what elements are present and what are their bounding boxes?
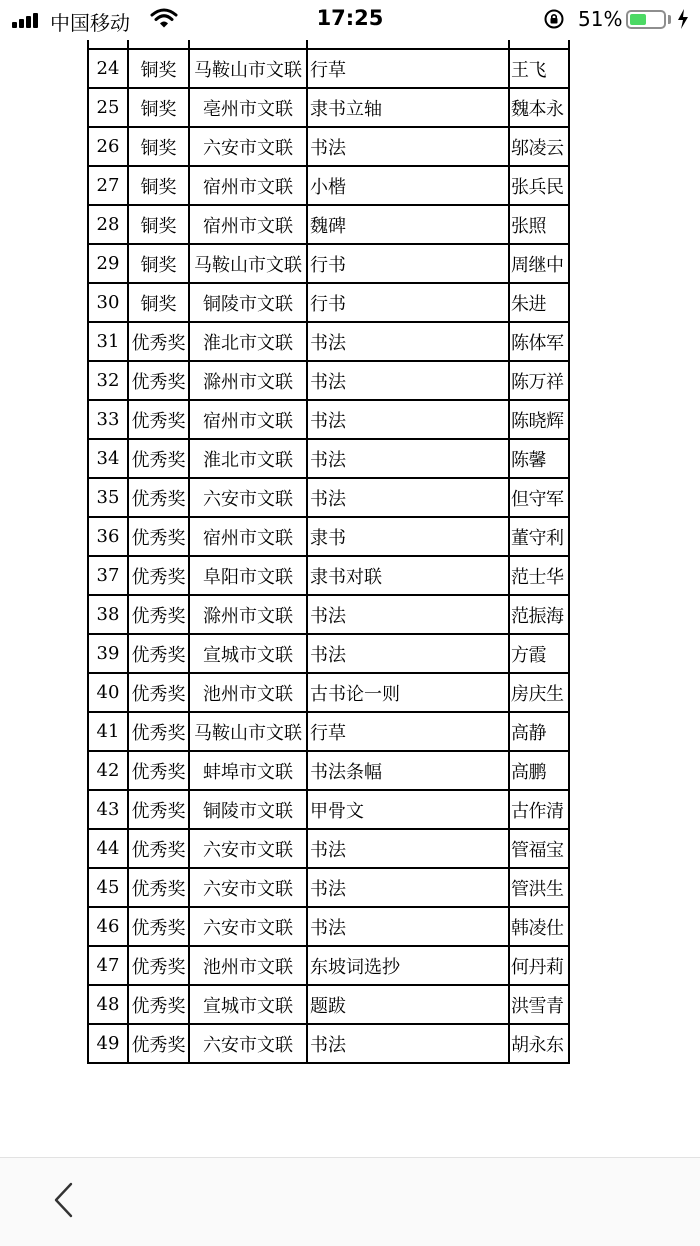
organization-cell: 滁州市文联 xyxy=(189,361,307,400)
award-level-cell: 优秀奖 xyxy=(128,361,189,400)
organization-cell: 宿州市文联 xyxy=(189,400,307,439)
work-title-cell: 行书 xyxy=(307,244,509,283)
work-title-cell: 行书 xyxy=(307,283,509,322)
work-title-cell: 隶书立轴 xyxy=(307,88,509,127)
author-name-cell: 周继中 xyxy=(509,244,569,283)
organization-cell: 宣城市文联 xyxy=(189,985,307,1024)
work-title-cell: 书法 xyxy=(307,634,509,673)
organization-cell: 蚌埠市文联 xyxy=(189,751,307,790)
work-title-cell: 书法 xyxy=(307,478,509,517)
award-level-cell: 铜奖 xyxy=(128,283,189,322)
organization-cell: 淮北市文联 xyxy=(189,322,307,361)
table-row xyxy=(88,205,569,244)
organization-cell: 亳州市文联 xyxy=(189,88,307,127)
work-title-cell: 古书论一则 xyxy=(307,673,509,712)
work-title-cell: 书法 xyxy=(307,868,509,907)
table-row xyxy=(88,1024,569,1063)
battery-percentage: 51% xyxy=(578,7,623,31)
table-row xyxy=(88,790,569,829)
award-level-cell: 铜奖 xyxy=(128,49,189,88)
work-title-cell: 行草 xyxy=(307,712,509,751)
organization-cell: 滁州市文联 xyxy=(189,595,307,634)
author-name-cell: 方霞 xyxy=(509,634,569,673)
award-level-cell: 铜奖 xyxy=(128,88,189,127)
row-number-cell: 34 xyxy=(88,439,128,478)
award-level-cell: 优秀奖 xyxy=(128,712,189,751)
organization-cell: 马鞍山市文联 xyxy=(189,49,307,88)
award-level-cell: 优秀奖 xyxy=(128,322,189,361)
row-number-cell: 41 xyxy=(88,712,128,751)
award-level-cell: 优秀奖 xyxy=(128,400,189,439)
award-level-cell: 优秀奖 xyxy=(128,829,189,868)
row-number-cell: 40 xyxy=(88,673,128,712)
organization-cell: 淮北市文联 xyxy=(189,439,307,478)
award-level-cell: 优秀奖 xyxy=(128,595,189,634)
author-name-cell: 高鹏 xyxy=(509,751,569,790)
award-level-cell: 铜奖 xyxy=(128,127,189,166)
table-row xyxy=(88,166,569,205)
table-row xyxy=(88,907,569,946)
row-number-cell: 32 xyxy=(88,361,128,400)
organization-cell: 六安市文联 xyxy=(189,829,307,868)
author-name-cell: 范士华 xyxy=(509,556,569,595)
table-row xyxy=(88,712,569,751)
organization-cell: 宿州市文联 xyxy=(189,517,307,556)
organization-cell: 六安市文联 xyxy=(189,1024,307,1063)
row-number-cell: 30 xyxy=(88,283,128,322)
table-row xyxy=(88,283,569,322)
award-level-cell: 优秀奖 xyxy=(128,634,189,673)
author-name-cell: 朱进 xyxy=(509,283,569,322)
table-row xyxy=(88,985,569,1024)
back-chevron-icon[interactable] xyxy=(44,1178,84,1222)
row-number-cell: 39 xyxy=(88,634,128,673)
work-title-cell: 隶书对联 xyxy=(307,556,509,595)
work-title-cell: 甲骨文 xyxy=(307,790,509,829)
table-row xyxy=(88,829,569,868)
table-row xyxy=(88,49,569,88)
work-title-cell: 书法 xyxy=(307,361,509,400)
row-number-cell: 35 xyxy=(88,478,128,517)
organization-cell: 池州市文联 xyxy=(189,673,307,712)
battery-terminal xyxy=(668,15,671,24)
author-name-cell: 陈晓辉 xyxy=(509,400,569,439)
author-name-cell: 高静 xyxy=(509,712,569,751)
table-row xyxy=(88,595,569,634)
work-title-cell: 隶书 xyxy=(307,517,509,556)
row-number-cell: 27 xyxy=(88,166,128,205)
award-level-cell: 优秀奖 xyxy=(128,985,189,1024)
awards-table-body xyxy=(88,6,569,1063)
author-name-cell: 但守军 xyxy=(509,478,569,517)
table-row xyxy=(88,673,569,712)
organization-cell: 六安市文联 xyxy=(189,478,307,517)
work-title-cell: 行草 xyxy=(307,49,509,88)
author-name-cell: 管洪生 xyxy=(509,868,569,907)
award-level-cell: 优秀奖 xyxy=(128,1024,189,1063)
row-number-cell: 31 xyxy=(88,322,128,361)
work-title-cell: 书法 xyxy=(307,322,509,361)
row-number-cell: 26 xyxy=(88,127,128,166)
table-row xyxy=(88,244,569,283)
award-level-cell: 优秀奖 xyxy=(128,517,189,556)
award-level-cell: 优秀奖 xyxy=(128,439,189,478)
award-level-cell: 优秀奖 xyxy=(128,673,189,712)
row-number-cell: 45 xyxy=(88,868,128,907)
table-row xyxy=(88,127,569,166)
author-name-cell: 胡永东 xyxy=(509,1024,569,1063)
organization-cell: 宿州市文联 xyxy=(189,166,307,205)
table-row xyxy=(88,361,569,400)
work-title-cell: 东坡词选抄 xyxy=(307,946,509,985)
organization-cell: 铜陵市文联 xyxy=(189,790,307,829)
table-row xyxy=(88,478,569,517)
work-title-cell: 书法 xyxy=(307,907,509,946)
bottom-toolbar xyxy=(0,1157,700,1246)
row-number-cell: 43 xyxy=(88,790,128,829)
battery-icon xyxy=(626,10,666,29)
table-row xyxy=(88,556,569,595)
organization-cell: 宣城市文联 xyxy=(189,634,307,673)
award-level-cell: 优秀奖 xyxy=(128,946,189,985)
table-row xyxy=(88,517,569,556)
table-row xyxy=(88,868,569,907)
work-title-cell: 书法 xyxy=(307,829,509,868)
row-number-cell: 42 xyxy=(88,751,128,790)
organization-cell: 六安市文联 xyxy=(189,907,307,946)
organization-cell: 宿州市文联 xyxy=(189,205,307,244)
award-level-cell: 优秀奖 xyxy=(128,751,189,790)
table-row xyxy=(88,751,569,790)
battery-level xyxy=(630,14,646,25)
organization-cell: 池州市文联 xyxy=(189,946,307,985)
organization-cell: 马鞍山市文联 xyxy=(189,244,307,283)
rotation-lock-icon xyxy=(543,8,565,30)
row-number-cell: 47 xyxy=(88,946,128,985)
author-name-cell: 张兵民 xyxy=(509,166,569,205)
row-number-cell: 37 xyxy=(88,556,128,595)
organization-cell: 六安市文联 xyxy=(189,868,307,907)
author-name-cell: 韩凌仕 xyxy=(509,907,569,946)
author-name-cell: 张照 xyxy=(509,205,569,244)
author-name-cell: 陈馨 xyxy=(509,439,569,478)
award-level-cell: 铜奖 xyxy=(128,244,189,283)
table-row xyxy=(88,946,569,985)
row-number-cell: 28 xyxy=(88,205,128,244)
work-title-cell: 书法 xyxy=(307,1024,509,1063)
work-title-cell: 书法 xyxy=(307,400,509,439)
row-number-cell: 24 xyxy=(88,49,128,88)
author-name-cell: 董守利 xyxy=(509,517,569,556)
table-row xyxy=(88,322,569,361)
award-level-cell: 铜奖 xyxy=(128,205,189,244)
award-level-cell: 铜奖 xyxy=(128,166,189,205)
author-name-cell: 古作清 xyxy=(509,790,569,829)
author-name-cell: 邬凌云 xyxy=(509,127,569,166)
row-number-cell: 46 xyxy=(88,907,128,946)
author-name-cell: 王飞 xyxy=(509,49,569,88)
award-level-cell: 优秀奖 xyxy=(128,478,189,517)
charging-bolt-icon xyxy=(676,8,690,30)
author-name-cell: 洪雪青 xyxy=(509,985,569,1024)
status-bar xyxy=(0,0,700,40)
work-title-cell: 书法条幅 xyxy=(307,751,509,790)
work-title-cell: 小楷 xyxy=(307,166,509,205)
row-number-cell: 44 xyxy=(88,829,128,868)
row-number-cell: 33 xyxy=(88,400,128,439)
row-number-cell: 36 xyxy=(88,517,128,556)
work-title-cell: 魏碑 xyxy=(307,205,509,244)
author-name-cell: 房庆生 xyxy=(509,673,569,712)
work-title-cell: 书法 xyxy=(307,439,509,478)
row-number-cell: 48 xyxy=(88,985,128,1024)
clock: 17:25 xyxy=(316,6,384,30)
author-name-cell: 魏本永 xyxy=(509,88,569,127)
award-level-cell: 优秀奖 xyxy=(128,556,189,595)
work-title-cell: 书法 xyxy=(307,127,509,166)
table-row xyxy=(88,400,569,439)
table-row xyxy=(88,88,569,127)
row-number-cell: 38 xyxy=(88,595,128,634)
awards-table xyxy=(87,5,570,1064)
organization-cell: 铜陵市文联 xyxy=(189,283,307,322)
table-row xyxy=(88,439,569,478)
carrier-name: 中国移动 xyxy=(50,11,130,35)
row-number-cell: 29 xyxy=(88,244,128,283)
organization-cell: 六安市文联 xyxy=(189,127,307,166)
author-name-cell: 陈体军 xyxy=(509,322,569,361)
author-name-cell: 范振海 xyxy=(509,595,569,634)
table-row xyxy=(88,634,569,673)
work-title-cell: 题跋 xyxy=(307,985,509,1024)
award-level-cell: 优秀奖 xyxy=(128,907,189,946)
author-name-cell: 陈万祥 xyxy=(509,361,569,400)
row-number-cell: 49 xyxy=(88,1024,128,1063)
organization-cell: 马鞍山市文联 xyxy=(189,712,307,751)
row-number-cell: 25 xyxy=(88,88,128,127)
author-name-cell: 管福宝 xyxy=(509,829,569,868)
author-name-cell: 何丹莉 xyxy=(509,946,569,985)
award-level-cell: 优秀奖 xyxy=(128,868,189,907)
organization-cell: 阜阳市文联 xyxy=(189,556,307,595)
award-level-cell: 优秀奖 xyxy=(128,790,189,829)
work-title-cell: 书法 xyxy=(307,595,509,634)
